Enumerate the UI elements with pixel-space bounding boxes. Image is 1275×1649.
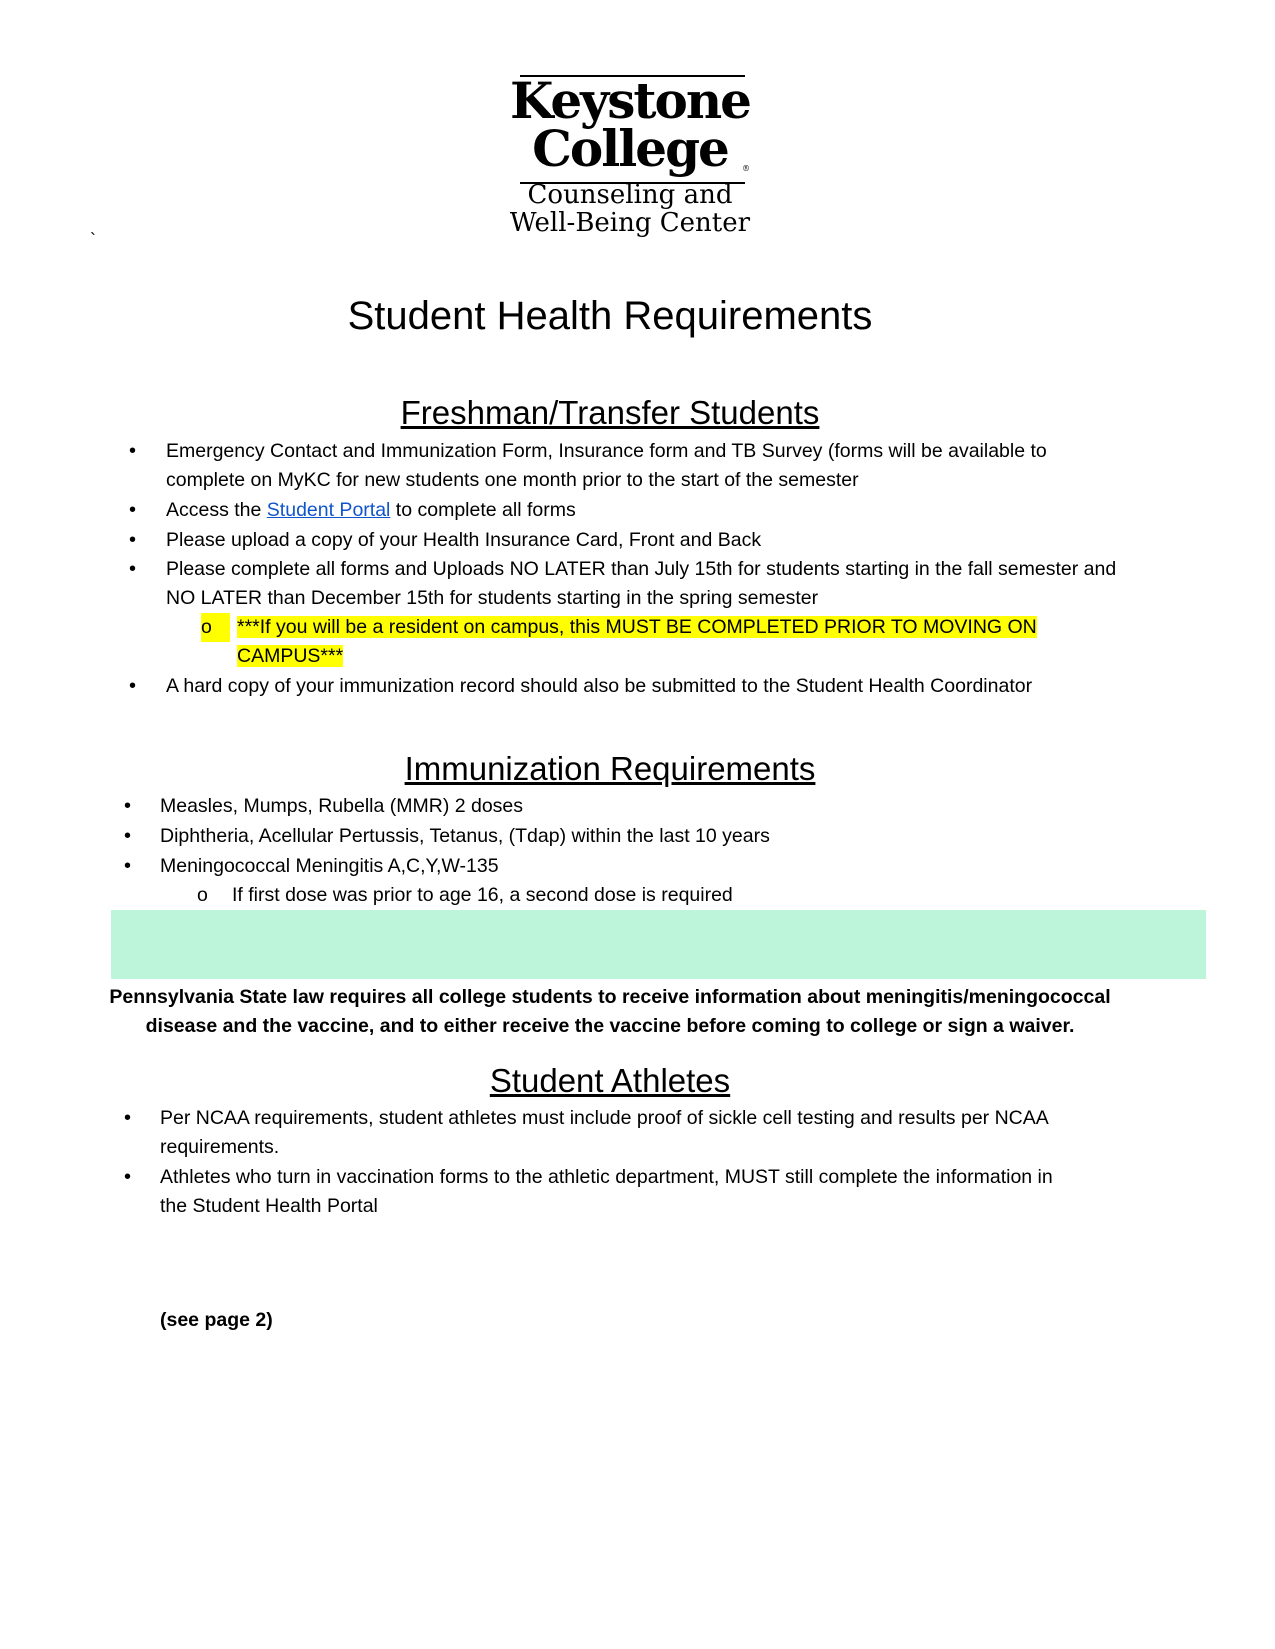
sub-bullet-icon: o [197, 884, 208, 906]
notice-line: disease and the vaccine, and to either receive the vaccine before coming to college or sign a waiver. [145, 1015, 1075, 1037]
bullet-icon: • [124, 1166, 132, 1188]
item-text-line: complete on MyKC for new students one month prior to the start of the semester [166, 469, 859, 491]
item-text-line: requirements. [160, 1136, 280, 1158]
list-item [160, 1163, 1160, 1221]
logo-registered-mark: ® [742, 164, 750, 173]
bullet-icon: • [129, 558, 137, 580]
item-text-line: Per NCAA requirements, student athletes must include proof of sickle cell testing and results per NCAA [160, 1107, 1049, 1129]
list-item: Meningococcal Meningitis A,C,Y,W-135 [160, 855, 499, 877]
bullet-icon: • [124, 795, 132, 817]
see-page-2-note: (see page 2) [160, 1309, 273, 1331]
bullet-icon: • [124, 825, 132, 847]
sub-bullet-icon: o [201, 613, 230, 642]
freshman-heading: Freshman/Transfer Students [400, 394, 820, 431]
sub-list-item [237, 613, 1137, 671]
list-item: A hard copy of your immunization record should also be submitted to the Student Health Coordinator [166, 675, 1033, 697]
bullet-icon: • [124, 855, 132, 877]
college-logo [480, 70, 780, 240]
item-text: to complete all forms [390, 499, 576, 521]
student-portal-link[interactable]: Student Portal [266, 499, 391, 521]
stray-mark: ` [90, 230, 96, 250]
item-text-line: Emergency Contact and Immunization Form, Insurance form and TB Survey (forms will be available to [166, 440, 1047, 462]
immunization-heading: Immunization Requirements [404, 750, 816, 787]
athletes-heading: Student Athletes [489, 1062, 731, 1099]
bullet-icon: • [124, 1107, 132, 1129]
list-item: Measles, Mumps, Rubella (MMR) 2 doses [160, 795, 524, 817]
list-item [166, 555, 1166, 613]
item-text-line: Please complete all forms and Uploads NO LATER than July 15th for students starting in the fall semester and [166, 558, 1117, 580]
highlight-band [111, 910, 1206, 979]
list-item: Please upload a copy of your Health Insurance Card, Front and Back [166, 529, 762, 551]
highlighted-text-line: ***If you will be a resident on campus, this MUST BE COMPLETED PRIOR TO MOVING ON [237, 616, 1037, 638]
item-text-line: Athletes who turn in vaccination forms to the athletic department, MUST still complete the information in [160, 1166, 1053, 1188]
page-title: Student Health Requirements [347, 294, 873, 338]
pa-law-notice [100, 983, 1120, 1041]
logo-word-keystone: Keystone [510, 71, 750, 130]
list-item [166, 496, 1166, 525]
bullet-icon: • [129, 675, 137, 697]
item-text-line: NO LATER than December 15th for students starting in the spring semester [166, 587, 819, 609]
bullet-icon: • [129, 499, 137, 521]
logo-subtitle-line2: Well-Being Center [509, 208, 751, 238]
sub-list-item: If first dose was prior to age 16, a second dose is required [232, 884, 733, 906]
logo-subtitle-line1: Counseling and [527, 180, 733, 210]
notice-line: Pennsylvania State law requires all college students to receive information about meningitis/meningococcal [109, 986, 1111, 1008]
bullet-icon: • [129, 440, 137, 462]
list-item: Diphtheria, Acellular Pertussis, Tetanus, (Tdap) within the last 10 years [160, 825, 770, 847]
item-text: Access the [166, 499, 267, 521]
item-text-line: the Student Health Portal [160, 1195, 378, 1217]
logo-word-college: College [532, 119, 728, 178]
bullet-icon: • [129, 529, 137, 551]
list-item [160, 1104, 1160, 1162]
highlighted-text-line: CAMPUS*** [237, 645, 344, 667]
list-item [166, 437, 1166, 495]
